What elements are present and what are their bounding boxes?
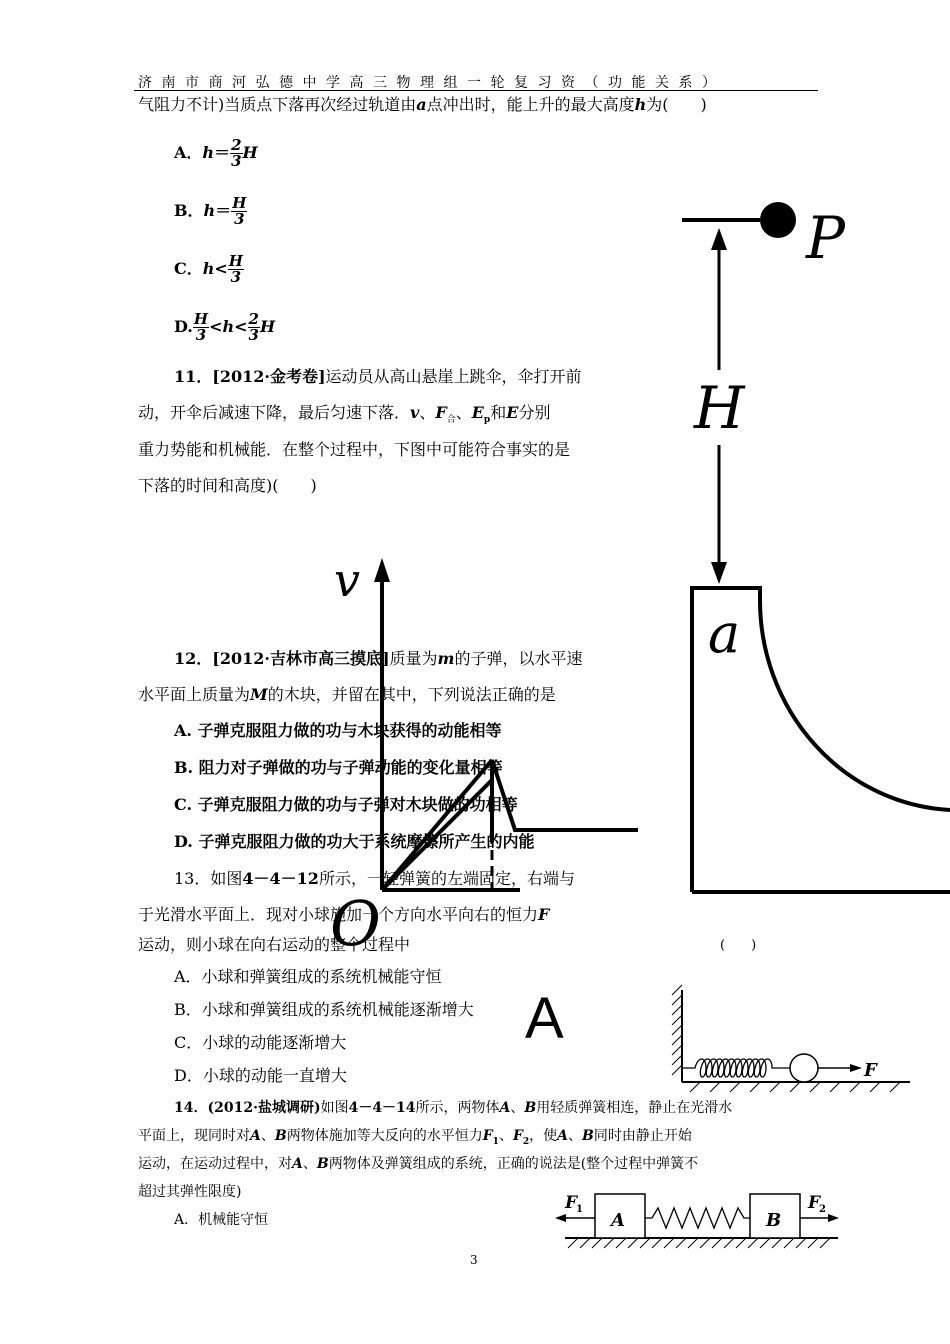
force-F-arrowhead [850,1064,862,1072]
block-A-label: A [611,1210,625,1231]
q12-option-a: A. 子弹克服阻力做的功与木块获得的动能相等 [174,721,502,740]
graph-label-v: v [334,553,360,607]
q13-line3: 运动，则小球在向右运动的整个过程中 [138,935,411,954]
q12-line2: 水平面上质量为M的木块，并留在其中，下列说法正确的是 [138,685,556,704]
H-arrowhead-bottom [711,562,727,584]
q14-option-a: A．机械能守恒 [174,1212,269,1228]
q10-option-d: D. $\frac{H}{3}$ <h< $\frac{2}{3}$ H [174,310,276,344]
q11-line2: 动，开伞后减速下降，最后匀速下落．v、$F_合$、$E_p$和E分别 [138,403,551,425]
q12-option-b: B. 阻力对子弹做的功与子弹动能的变化量相等 [174,758,503,777]
blocks-label-F2-sub: 2 [819,1204,826,1215]
q14-line4: 超过其弹性限度) [138,1184,242,1200]
graph-label-O: O [330,887,381,960]
q13-option-b: B．小球和弹簧组成的系统机械能逐渐增大 [174,1000,474,1019]
label-H: H [694,374,745,442]
q11-line1: 11．[2012·金考卷]运动员从高山悬崖上跳伞，伞打开前 [174,367,582,386]
q14-line3: 运动，在运动过程中，对A、B两物体及弹簧组成的系统，正确的说法是(整个过程中弹簧不 [138,1156,699,1172]
q13-answer-paren: ( ) [720,938,757,953]
page-number: 3 [470,1253,478,1267]
q13-option-c: C．小球的动能逐渐增大 [174,1033,347,1052]
particle-ball [760,202,796,238]
q10-tail: 气阻力不计)当质点下落再次经过轨道由a点冲出时，能上升的最大高度h为( ) [138,95,707,114]
graph-curve [382,760,638,890]
spring-coil [682,1059,790,1077]
graph-rise [382,760,492,890]
spring-ball [790,1054,818,1082]
blocks-spring [645,1208,750,1228]
block-B-label: B [766,1210,782,1231]
q10-option-a: A．h＝ $\frac{2}{3}$ H [174,136,258,170]
blocks-label-F1-sub: 1 [576,1204,583,1215]
q13-line1: 13．如图4－4－12所示，一轻弹簧的左端固定，右端与 [174,869,575,888]
q11-line4: 下落的时间和高度)( ) [138,476,317,495]
q13-option-a: A．小球和弹簧组成的系统机械能守恒 [174,967,442,986]
q10-option-c: C．h< $\frac{H}{3}$ [174,252,243,286]
spring-label-F: F [864,1060,877,1081]
q12-option-c: C. 子弹克服阻力做的功与子弹对木块做的功相等 [174,795,518,814]
q10-option-b: B．h＝ $\frac{H}{3}$ [174,194,247,228]
big-letter-A: A [525,986,564,1051]
page-header: 济南市商河弘德中学高三物理组一轮复习资（功能关系） [138,75,726,91]
q11-line3: 重力势能和机械能．在整个过程中，下图中可能符合事实的是 [138,440,571,459]
q12-option-d: D. 子弹克服阻力做的功大于系统摩擦所产生的内能 [174,832,535,851]
q13-line2: 于光滑水平面上．现对小球施加一个方向水平向右的恒力F [138,905,550,924]
force-F2-arrowhead [828,1214,839,1222]
blocks-label-F1: F [565,1193,578,1213]
q13-option-d: D．小球的动能一直增大 [174,1066,347,1085]
q12-line1: 12．[2012·吉林市高三摸底]质量为m的子弹，以水平速 [174,649,583,668]
graph-v-arrowhead [374,558,390,582]
H-arrowhead-top [711,228,727,250]
q14-line2: 平面上，现同时对A、B两物体施加等大反向的水平恒力$F_1$、$F_2$，使A、B同时由静止开始 [138,1128,692,1147]
label-a: a [708,602,741,665]
q14-line1: 14．(2012·盐城调研)如图4－4－14所示，两物体A、B用轻质弹簧相连，静止在光滑水 [174,1100,733,1116]
force-F1-arrowhead [555,1214,566,1222]
label-P: P [806,204,846,272]
blocks-label-F2: F [808,1193,821,1213]
